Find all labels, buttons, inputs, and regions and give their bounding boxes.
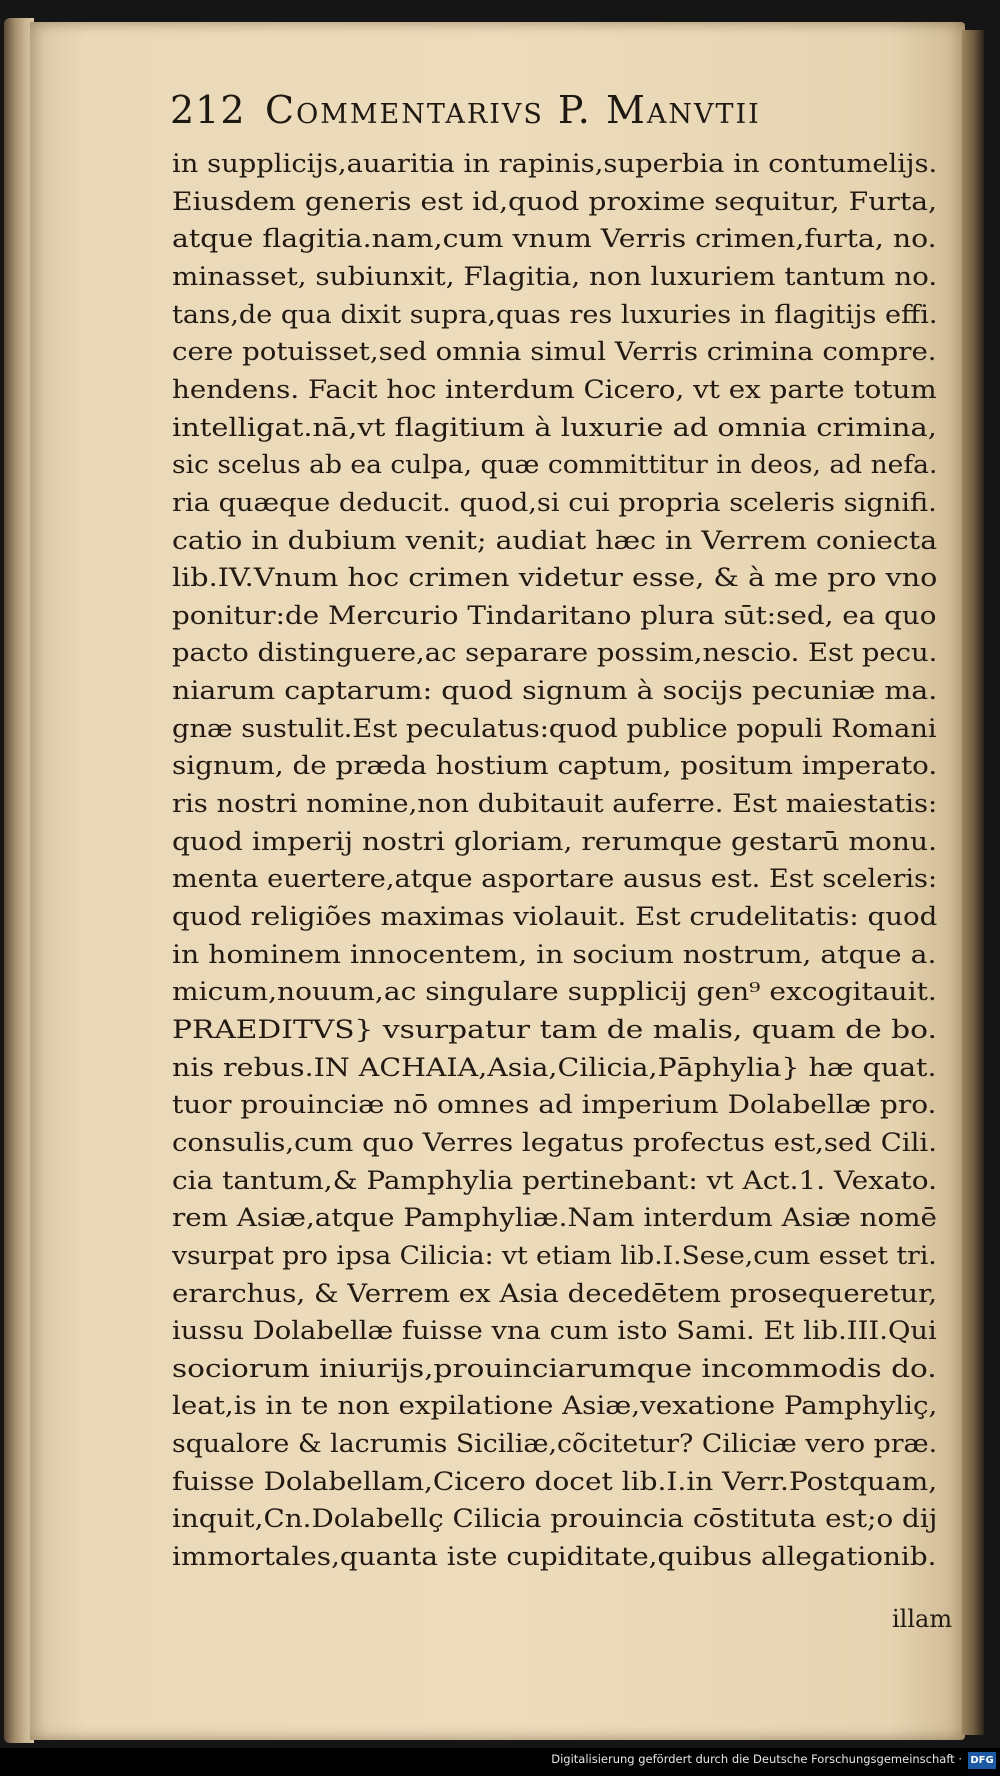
text-line: atque flagitia.nam,cum vnum Verris crimen,furta, no.	[172, 224, 937, 254]
text-line: sociorum iniurijs,prouinciarumque incommodis do.	[172, 1353, 937, 1383]
text-line: menta euertere,atque asportare ausus est. Est sceleris:	[172, 864, 938, 894]
catchword: illam	[892, 1605, 953, 1633]
text-line: leat,is in te non expilatione Asiæ,vexatione Pamphyliç,	[172, 1391, 938, 1421]
text-line: iussu Dolabellæ fuisse vna cum isto Sami. Et lib.III.Qui	[172, 1316, 937, 1346]
text-line: minasset, subiunxit, Flagitia, non luxuriem tantum no.	[172, 261, 938, 291]
text-line: catio in dubium venit; audiat hæc in Verrem coniecta	[172, 525, 938, 555]
text-line: tuor prouinciæ nō omnes ad imperium Dolabellæ pro.	[172, 1090, 937, 1120]
text-line: quod religiões maximas violauit. Est crudelitatis: quod	[172, 902, 938, 931]
text-line: pacto distinguere,ac separare possim,nescio. Est pecu.	[172, 638, 938, 668]
book-fore-edge	[962, 30, 984, 1735]
dfg-logo: DFG	[968, 1752, 996, 1769]
text-line: rem Asiæ,atque Pamphyliæ.Nam interdum Asiæ nomē	[172, 1203, 937, 1233]
text-line: inquit,Cn.Dolabellç Cilicia prouincia cōstituta est;o dij	[172, 1504, 938, 1534]
text-line: ria quæque deducit. quod,si cui propria sceleris signifi.	[172, 487, 937, 517]
text-line: tans,de qua dixit supra,quas res luxuries in flagitijs effi.	[172, 299, 938, 329]
text-line: lib.IV.Vnum hoc crimen videtur esse, & à me pro vno	[172, 563, 938, 593]
text-line: erarchus, & Verrem ex Asia decedētem prosequeretur,	[172, 1278, 938, 1308]
text-line: hendens. Facit hoc interdum Cicero, vt ex parte totum	[172, 374, 937, 404]
text-line: nis rebus.IN ACHAIA,Asia,Cilicia,Pāphylia} hæ quat.	[172, 1052, 937, 1082]
text-line: micum,nouum,ac singulare supplicij gen⁹ excogitauit.	[172, 977, 937, 1007]
text-line: immortales,quanta iste cupiditate,quibus allegationib.	[172, 1542, 937, 1572]
text-line: in supplicijs,auaritia in rapinis,superbia in contumelijs.	[172, 149, 938, 178]
text-line: vsurpat pro ipsa Cilicia: vt etiam lib.I.Sese,cum esset tri.	[172, 1240, 937, 1270]
text-line: gnæ sustulit.Est peculatus:quod publice populi Romani	[172, 713, 937, 743]
page-header	[170, 88, 940, 138]
text-line: intelligat.nā,vt flagitium à luxurie ad omnia crimina,	[172, 412, 937, 442]
text-line: ris nostri nomine,non dubitauit auferre. Est maiestatis:	[172, 789, 938, 819]
funding-credit: Digitalisierung gefördert durch die Deutsche Forschungsgemeinschaft ·	[551, 1752, 962, 1766]
text-line: in hominem innocentem, in socium nostrum, atque a.	[172, 939, 937, 969]
text-line: Eiusdem generis est id,quod proxime sequitur, Furta,	[172, 186, 938, 216]
text-line: signum, de præda hostium captum, positum imperato.	[172, 751, 938, 781]
text-line: fuisse Dolabellam,Cicero docet lib.I.in Verr.Postquam,	[172, 1466, 938, 1496]
text-line: cia tantum,& Pamphylia pertinebant: vt Act.1. Vexato.	[172, 1165, 937, 1195]
text-line: quod imperij nostri gloriam, rerumque gestarū monu.	[172, 826, 938, 856]
text-line: squalore & lacrumis Siciliæ,cõcitetur? Ciliciæ vero præ.	[172, 1429, 938, 1459]
footer-bar	[0, 1748, 1000, 1776]
text-line: sic scelus ab ea culpa, quæ committitur in deos, ad nefa.	[172, 450, 938, 480]
text-line: niarum captarum: quod signum à socijs pecuniæ ma.	[172, 676, 938, 706]
running-title: Commentarivs P. Manvtii	[265, 88, 761, 132]
page-number: 212	[170, 88, 246, 132]
text-line: ponitur:de Mercurio Tindaritano plura sūt:sed, ea quo	[172, 600, 937, 630]
text-line: consulis,cum quo Verres legatus profectus est,sed Cili.	[172, 1127, 937, 1157]
text-line: cere potuisset,sed omnia simul Verris crimina compre.	[172, 337, 937, 367]
text-line: PRAEDITVS} vsurpatur tam de malis, quam de bo.	[172, 1014, 937, 1044]
